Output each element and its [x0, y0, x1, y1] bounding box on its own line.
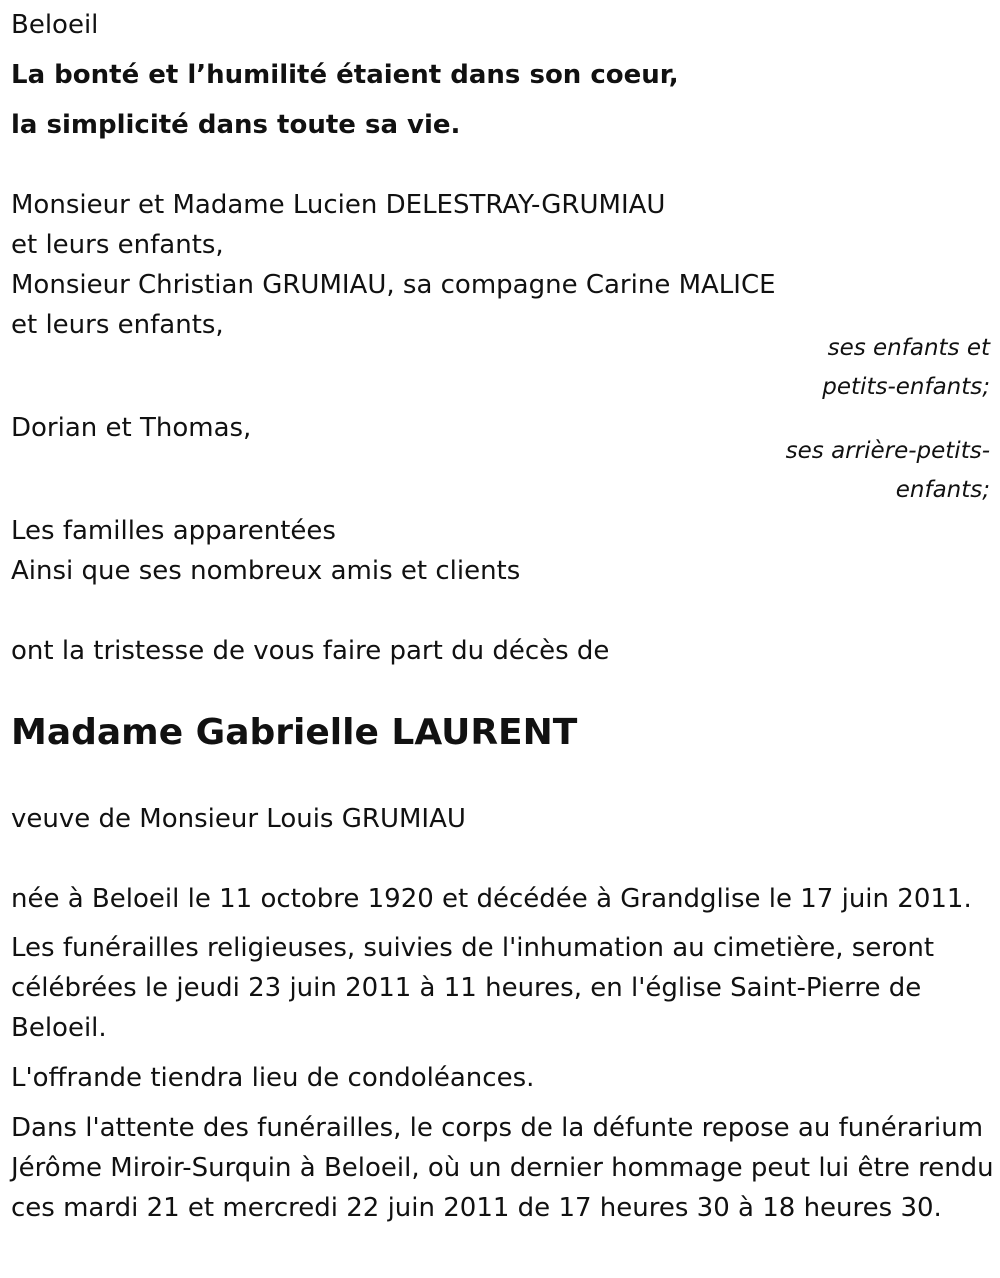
friends-line: Ainsi que ses nombreux amis et clients: [11, 556, 521, 586]
location-heading: Beloeil: [11, 10, 99, 40]
motto-line-2: la simplicité dans toute sa vie.: [11, 110, 461, 140]
children-line-2: et leurs enfants,: [11, 230, 224, 260]
funeral-paragraph: Les funérailles religieuses, suivies de l'inhumation au cimetière, seront célébrées le jeudi 23 juin 2011 à 11 heures, en l'église Saint-Pierre de Beloeil.: [11, 933, 935, 1043]
offering-paragraph: L'offrande tiendra lieu de condoléances.: [11, 1063, 535, 1093]
announcement-line: ont la tristesse de vous faire part du décès de: [11, 636, 610, 666]
relatives-line: Les familles apparentées: [11, 516, 336, 546]
children-line-1: Monsieur et Madame Lucien DELESTRAY-GRUMIAU: [11, 190, 666, 220]
visitation-paragraph: Dans l'attente des funérailles, le corps de la défunte repose au funérarium Jérôme Miroir-Surquin à Beloeil, où un dernier hommage peut lui être rendu ces mardi 21 et mercredi 22 juin 2011 de 17 heures 30 à 18 heures 30.: [11, 1113, 994, 1223]
deceased-name: Madame Gabrielle LAURENT: [11, 712, 578, 753]
children-role-line-2: petits-enfants;: [822, 374, 990, 400]
great-grandchildren-role-line-2: enfants;: [895, 477, 990, 503]
great-grandchildren-role-line-1: ses arrière-petits-: [785, 438, 990, 464]
motto-line-1: La bonté et l’humilité étaient dans son coeur,: [11, 60, 679, 90]
widow-of-line: veuve de Monsieur Louis GRUMIAU: [11, 804, 466, 834]
children-line-4: et leurs enfants,: [11, 310, 224, 340]
birth-death-line: née à Beloeil le 11 octobre 1920 et décédée à Grandglise le 17 juin 2011.: [11, 884, 972, 914]
children-line-3: Monsieur Christian GRUMIAU, sa compagne Carine MALICE: [11, 270, 776, 300]
great-grandchildren: Dorian et Thomas,: [11, 413, 252, 443]
children-role-line-1: ses enfants et: [827, 335, 990, 361]
